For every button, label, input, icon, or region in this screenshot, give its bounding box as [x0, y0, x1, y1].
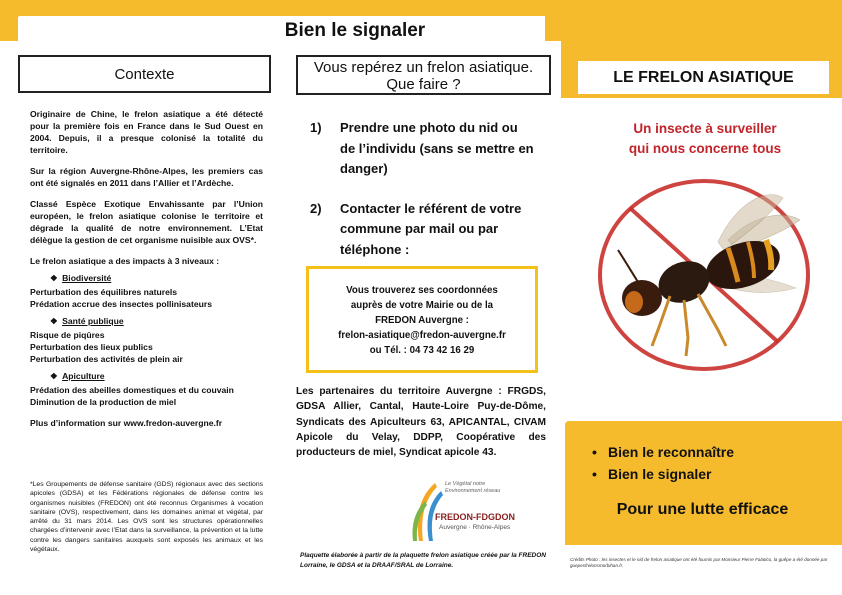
- impact-title-apiculture: ❖ Apiculture: [50, 370, 263, 382]
- steps-list: [310, 118, 535, 279]
- logo-tagline: Le Végétal notre Environnement réseau: [445, 481, 501, 494]
- impact-line: Perturbation des activités de plein air: [30, 354, 183, 364]
- contact-line: FREDON Auvergne :: [375, 315, 469, 326]
- page-title: Bien le signaler: [284, 20, 426, 41]
- cover-subtitle-line: Un insecte à surveiller: [633, 121, 777, 136]
- partners-text: Les partenaires du territoire Auvergne : FRGDS, GDSA Allier, Cantal, Haute-Loire Puy-de-Dôme, Syndicats des Apiculteurs 63, APICANTAL, CIVAM Apicole du Velay, DDPP, Coopérative des producteurs de miel, Syndicat apicole 43.: [296, 386, 546, 459]
- photo-credit: Crédits Photo : les insectes et le nid de frelon asiatique ont été fournis par Monsieur Pierre Falatico, la guêpe a été donnée par guepesfrelonsmorbihan.fr.: [570, 557, 828, 568]
- hornet-prohibited-icon: [578, 170, 830, 380]
- ovs-footnote: *Les Groupements de défense sanitaire (GDS) régionaux avec des sections apicoles (GDSA) et les Fédérations régionales de défense contre les organismes nuisibles (FREDON) ont été reconnus Organismes à vocation sanitaire (OVS), respectivement, dans les domaines animal et végétal, par arrêté du 31 mars 2014. Les OVS sont les structures opérationnelles chargées d’intervenir avec l’Etat dans la surveillance, la prévention et la lutte contre les dangers sanitaires auxquels sont exposés les animaux et les végétaux.: [30, 481, 263, 554]
- goals-list: [592, 441, 822, 485]
- step-item: [310, 199, 535, 261]
- contexte-paragraph-1: Originaire de Chine, le frelon asiatique a été détecté pour la première fois en France dans le Sud Ouest en 2004. Depuis, il a presque colonisé la totalité du territoire.: [30, 109, 263, 155]
- impact-line: Diminution de la production de miel: [30, 397, 177, 407]
- contact-line: Vous trouverez ses coordonnées: [346, 285, 498, 296]
- step-text: Prendre une photo du nid ou de l’individu (sans se mettre en danger): [340, 120, 534, 176]
- contexte-body: [30, 108, 263, 438]
- goal-item: • Bien le reconnaître: [592, 441, 822, 463]
- question-heading: Vous repérez un frelon asiatique. Que faire ?: [313, 59, 534, 93]
- contexte-heading-box: [18, 55, 271, 93]
- cover-subtitle: [585, 119, 825, 159]
- logo-name: FREDON-FDGDON: [435, 512, 515, 522]
- contexte-paragraph-2: Sur la région Auvergne-Rhône-Alpes, les premiers cas ont été signalés en 2011 dans l’Allier et l’Ardèche.: [30, 166, 263, 188]
- impact-line: Risque de piqûres: [30, 330, 105, 340]
- contact-box: [306, 266, 538, 373]
- impact-line: Prédation des abeilles domestiques et du couvain: [30, 385, 234, 395]
- contact-line: auprès de votre Mairie ou de la: [350, 300, 494, 311]
- step-number: 1): [310, 120, 322, 135]
- question-heading-box: [296, 55, 551, 95]
- cover-tagline: Pour une lutte efficace: [616, 501, 789, 518]
- fredon-logo: [407, 479, 517, 543]
- goal-item: • Bien le signaler: [592, 463, 822, 485]
- impact-line: Perturbation des lieux publics: [30, 342, 153, 352]
- more-info-link[interactable]: Plus d’information sur www.fredon-auvergne.fr: [30, 418, 223, 428]
- logo-region: Auvergne · Rhône-Alpes: [439, 524, 511, 531]
- contact-email[interactable]: frelon-asiatique@fredon-auvergne.fr: [338, 330, 506, 341]
- cover-title: LE FRELON ASIATIQUE: [578, 61, 829, 94]
- cover-subtitle-line: qui nous concerne tous: [628, 141, 782, 156]
- impact-line: Prédation accrue des insectes pollinisateurs: [30, 299, 212, 309]
- contact-phone[interactable]: ou Tél. : 04 73 42 16 29: [369, 345, 475, 356]
- impact-title-sante: ❖ Santé publique: [50, 315, 263, 327]
- step-item: [310, 118, 535, 180]
- contexte-heading: Contexte: [114, 66, 175, 83]
- step-number: 2): [310, 200, 322, 216]
- step-text: Contacter le référent de votre commune par mail ou par téléphone :: [340, 200, 522, 257]
- impacts-intro: Le frelon asiatique a des impacts à 3 niveaux :: [30, 256, 220, 266]
- impact-title-biodiversite: ❖ Biodiversité: [50, 272, 263, 284]
- brochure-credit: Plaquette élaborée à partir de la plaquette frelon asiatique créée par la FREDON Lorraine, le GDSA et la DRAAF/SRAL de Lorraine.: [300, 552, 546, 569]
- contexte-paragraph-3: Classé Espèce Exotique Envahissante par l’Union européen, le frelon asiatique colonise le territoire et dégrade la qualité de notre environnement. L’Etat délègue la gestion de cet organisme nuisible aux OVS*.: [30, 199, 263, 245]
- impact-line: Perturbation des équilibres naturels: [30, 287, 178, 297]
